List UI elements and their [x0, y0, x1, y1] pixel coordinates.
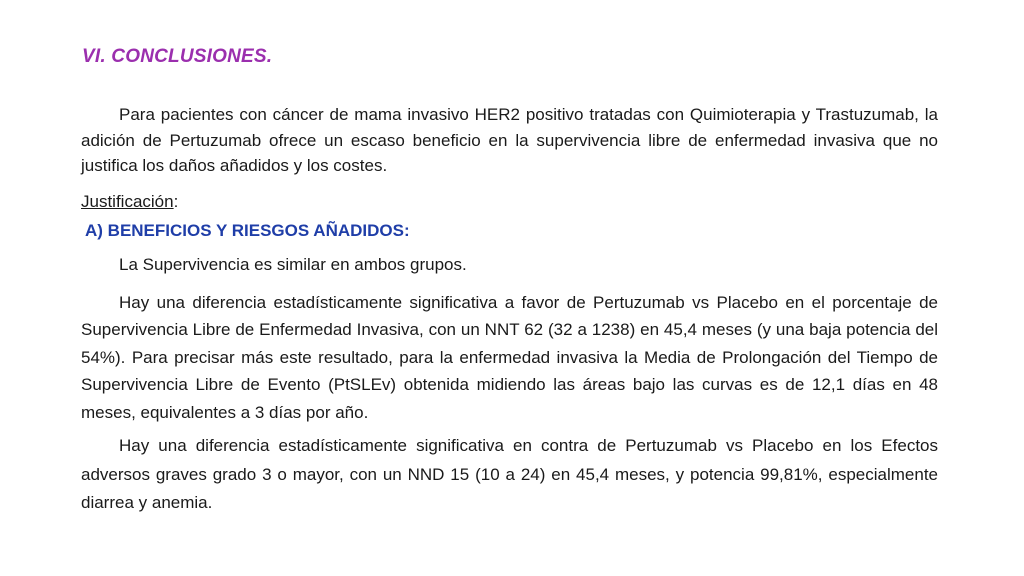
adverse-effects-paragraph: Hay una diferencia estadísticamente significativa en contra de Pertuzumab vs Placebo en los Efectos adversos graves grado 3 o mayor, con un NND 15 (10 a 24) en 45,4 meses, y potencia 99,81%, especialmente diarrea y anemia.: [81, 436, 938, 513]
justification-word: Justificación: [81, 191, 174, 211]
conclusion-paragraph: Para pacientes con cáncer de mama invasivo HER2 positivo tratadas con Quimioterapia y Trastuzumab, la adición de Pertuzumab ofrece un escaso beneficio en la supervivencia libre de enfermedad invasiva que no justifica los daños añadidos y los costes.: [81, 105, 938, 175]
justification-colon: :: [173, 191, 179, 211]
benefit-paragraph: Hay una diferencia estadísticamente significativa a favor de Pertuzumab vs Placebo en el porcentaje de Supervivencia Libre de Enfermedad Invasiva, con un NNT 62 (32 a 1238) en 45,4 meses (y una baja potencia del 54%). Para precisar más este resultado, para la enfermedad invasiva la Media de Prolongación del Tiempo de Supervivencia Libre de Evento (PtSLEv) obtenida midiendo las áreas bajo las curvas es de 12,1 días en 48 meses, equivalentes a 3 días por año.: [81, 292, 938, 422]
section-a-heading: A) BENEFICIOS Y RIESGOS AÑADIDOS:: [85, 220, 410, 240]
section-title: VI. CONCLUSIONES.: [82, 46, 273, 67]
justification-label: [81, 189, 938, 214]
survival-paragraph: La Supervivencia es similar en ambos grupos.: [119, 254, 467, 274]
slide-content: [81, 102, 938, 518]
